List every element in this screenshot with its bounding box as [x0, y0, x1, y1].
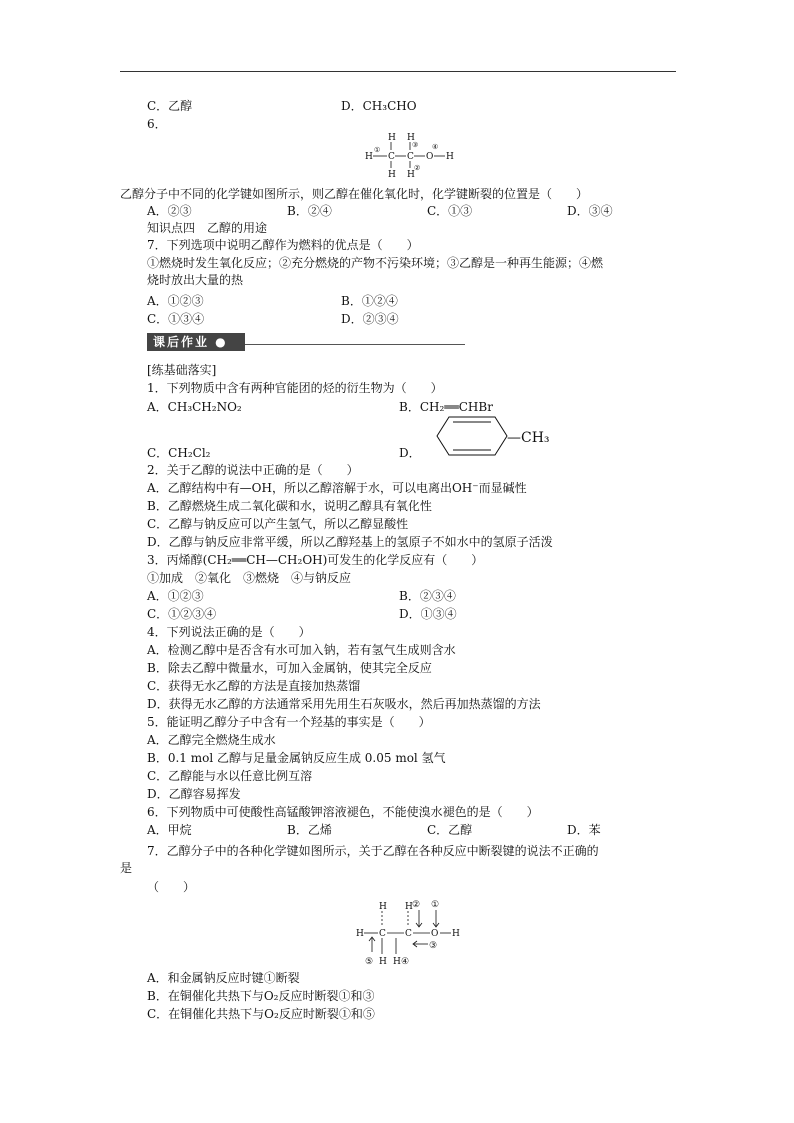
hw-q4-option-b: B．除去乙醇中微量水，可加入金属钠，使其完全反应: [147, 661, 432, 675]
q5-option-c: C．乙醇: [147, 99, 193, 113]
atom-h-right: H: [452, 929, 460, 939]
bond-label-3: ③: [412, 141, 419, 149]
hw-q1-option-c: C．CH₂Cl₂: [147, 446, 211, 460]
hw-q4-option-d: D．获得无水乙醇的方法通常采用先用生石灰吸水，然后再加热蒸馏的方法: [147, 697, 541, 711]
hw-q5-option-a: A．乙醇完全燃烧生成水: [147, 733, 276, 747]
atom-c1: C: [379, 929, 386, 939]
q7-statement-line2: 烧时放出大量的热: [147, 273, 244, 287]
bond-label-4: ④: [401, 957, 410, 967]
hw-q2-option-a: A．乙醇结构中有—OH，所以乙醇溶解于水，可以电离出OH⁻而显碱性: [147, 481, 527, 495]
hw-q4-option-a: A．检测乙醇中是否含有水可加入钠，若有氢气生成则含水: [147, 643, 456, 657]
hw-q4-option-c: C．获得无水乙醇的方法是直接加热蒸馏: [147, 679, 361, 693]
hw-q2-option-c: C．乙醇与钠反应可以产生氢气，所以乙醇显酸性: [147, 517, 409, 531]
hw-q3-stem: 3．丙烯醇(CH₂══CH—CH₂OH)可发生的化学反应有（ ）: [147, 553, 484, 567]
bond-label-1: ①: [374, 146, 381, 154]
atom-c2: C: [405, 929, 412, 939]
hw-q7-option-a: A．和金属钠反应时键①断裂: [147, 971, 300, 985]
bond-label-2: ②: [414, 164, 421, 172]
q6-number: 6．: [147, 117, 167, 131]
hw-q7-option-c: C．在铜催化共热下与O₂反应时断裂①和⑤: [147, 1007, 375, 1021]
atom-h-bottom-1: H: [388, 170, 396, 180]
hw-q2-option-b: B．乙醇燃烧生成二氧化碳和水，说明乙醇具有氧化性: [147, 499, 432, 513]
hw-q7-stem-line2: 是: [120, 861, 133, 875]
header-rule: [120, 71, 676, 72]
q7-option-c: C．①③④: [147, 312, 205, 326]
homework-heading: [练基础落实]: [147, 363, 217, 377]
atom-h-bottom-2: H: [407, 170, 415, 180]
hw-q3-option-a: A．①②③: [147, 589, 204, 603]
hw-q1-option-d: D．: [399, 446, 421, 460]
hw-q5-option-b: B．0.1 mol 乙醇与足量金属钠反应生成 0.05 mol 氢气: [147, 751, 446, 765]
hw-q7-stem-line1: 7．乙醇分子中的各种化学键如图所示，关于乙醇在各种反应中断裂键的说法不正确的: [147, 844, 599, 858]
atom-h-top-2: H: [405, 902, 413, 912]
q6-stem: 乙醇分子中不同的化学键如图所示，则乙醇在催化氧化时，化学键断裂的位置是（ ）: [120, 187, 589, 201]
atom-h-left: H: [365, 152, 373, 162]
hw-q6-option-b: B．乙烯: [287, 823, 332, 837]
ethanol-structure-diagram-1: [362, 130, 462, 180]
q5-option-d: D．CH₃CHO: [341, 99, 417, 113]
hw-q3-option-d: D．①③④: [399, 607, 457, 621]
q7-option-a: A．①②③: [147, 294, 204, 308]
atom-h-top-2: H: [407, 133, 415, 143]
atom-c1: C: [388, 152, 395, 162]
hw-q3-option-b: B．②③④: [399, 589, 456, 603]
homework-banner: 课后作业 ●: [147, 333, 245, 351]
hw-q1-stem: 1．下列物质中含有两种官能团的烃的衍生物为（ ）: [147, 381, 443, 395]
q7-option-b: B．①②④: [341, 294, 398, 308]
hw-q1-option-a: A．CH₃CH₂NO₂: [147, 400, 242, 414]
hw-q3-option-c: C．①②③④: [147, 607, 217, 621]
bond-label-4: ④: [432, 143, 439, 151]
atom-h-bottom-2: H: [393, 957, 401, 967]
q6-option-b: B．②④: [287, 204, 332, 218]
banner-rule: [245, 344, 465, 345]
q7-statement-line1: ①燃烧时发生氧化反应；②充分燃烧的产物不污染环境；③乙醇是一种再生能源；④燃: [147, 256, 604, 270]
bond-label-1: ①: [431, 900, 440, 910]
methyl-group-label: —CH₃: [507, 430, 550, 446]
section-heading-4: 知识点四 乙醇的用途: [147, 221, 268, 235]
bond-label-5: ⑤: [365, 957, 374, 967]
hw-q5-option-d: D．乙醇容易挥发: [147, 787, 241, 801]
hw-q6-option-d: D．苯: [567, 823, 601, 837]
hw-q3-items: ①加成 ②氧化 ③燃烧 ④与钠反应: [147, 571, 352, 585]
hw-q1-option-b: B．CH₂══CHBr: [399, 400, 493, 414]
atom-h-top-1: H: [388, 133, 396, 143]
hw-q5-stem: 5．能证明乙醇分子中含有一个羟基的事实是（ ）: [147, 715, 431, 729]
hw-q6-option-a: A．甲烷: [147, 823, 192, 837]
hw-q4-stem: 4．下列说法正确的是（ ）: [147, 625, 311, 639]
hw-q6-stem: 6．下列物质中可使酸性高锰酸钾溶液褪色，不能使溴水褪色的是（ ）: [147, 805, 539, 819]
ethanol-structure-diagram-2: [352, 896, 468, 968]
atom-h-left: H: [356, 929, 364, 939]
q6-option-d: D．③④: [567, 204, 613, 218]
atom-o: O: [431, 929, 439, 939]
hw-q7-option-b: B．在铜催化共热下与O₂反应时断裂①和③: [147, 989, 375, 1003]
hw-q2-stem: 2．关于乙醇的说法中正确的是（ ）: [147, 463, 359, 477]
q7-option-d: D．②③④: [341, 312, 399, 326]
hw-q7-paren: （ ）: [147, 880, 196, 894]
atom-h-top-1: H: [379, 902, 387, 912]
hw-q2-option-d: D．乙醇与钠反应非常平缓，所以乙醇羟基上的氢原子不如水中的氢原子活泼: [147, 535, 553, 549]
atom-o: O: [426, 152, 434, 162]
q6-option-c: C．①③: [427, 204, 473, 218]
atom-h-bottom-1: H: [379, 957, 387, 967]
hw-q5-option-c: C．乙醇能与水以任意比例互溶: [147, 769, 313, 783]
bond-label-2: ②: [412, 900, 421, 910]
atom-h-right: H: [446, 152, 454, 162]
hw-q6-option-c: C．乙醇: [427, 823, 473, 837]
atom-c2: C: [407, 152, 414, 162]
q7-stem: 7．下列选项中说明乙醇作为燃料的优点是（ ）: [147, 238, 419, 252]
bond-label-3: ③: [429, 941, 438, 951]
q6-option-a: A．②③: [147, 204, 192, 218]
toluene-structure: [425, 414, 550, 458]
